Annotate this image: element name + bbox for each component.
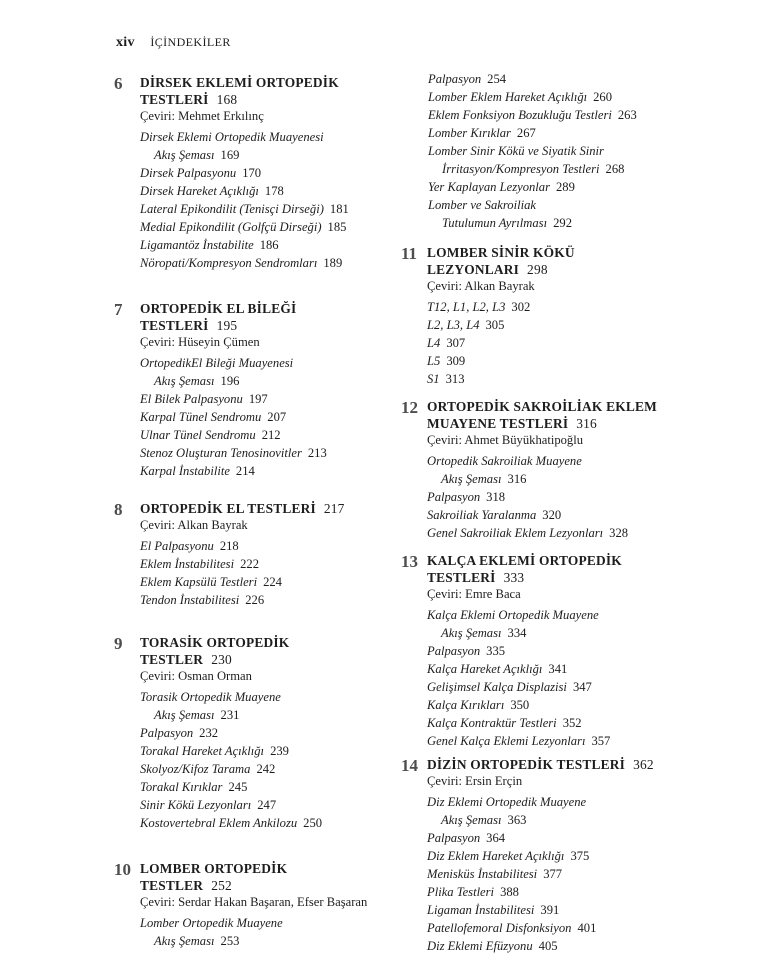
entry-title-continued bbox=[140, 932, 410, 950]
entry-title: Lomber Ortopedik Muayene bbox=[140, 916, 283, 930]
chapter-title bbox=[427, 756, 697, 773]
toc-entry bbox=[427, 298, 697, 316]
chapter-title-line2: TESTLER bbox=[140, 878, 204, 893]
entry-page: 267 bbox=[516, 126, 536, 140]
entry-page: 401 bbox=[577, 921, 597, 935]
toc-entry bbox=[427, 919, 697, 937]
entry-title-line2: Akış Şeması bbox=[154, 708, 215, 722]
chapter-title-line2: TESTLERİ bbox=[140, 92, 209, 107]
chapter-translator: Çeviri: Alkan Bayrak bbox=[427, 279, 535, 293]
entry-title: Ulnar Tünel Sendromu bbox=[140, 428, 256, 442]
entry-title: Diz Eklem Hareket Açıklığı bbox=[427, 849, 565, 863]
entry-title: Kalça Hareket Açıklığı bbox=[427, 662, 543, 676]
toc-entry bbox=[140, 354, 410, 390]
entry-title: Gelişimsel Kalça Displazisi bbox=[427, 680, 567, 694]
toc-entry bbox=[427, 642, 697, 660]
toc-entry bbox=[427, 524, 697, 542]
chapter-translator: Çeviri: Serdar Hakan Başaran, Efser Başaran bbox=[140, 895, 368, 909]
toc-entry bbox=[140, 796, 410, 814]
chapter-body bbox=[140, 860, 410, 950]
chapter-title-line1: LOMBER SİNİR KÖKÜ bbox=[427, 245, 575, 260]
entry-title: S1 bbox=[427, 372, 440, 386]
entry-title: Dirsek Eklemi Ortopedik Muayenesi bbox=[140, 130, 324, 144]
toc-entry bbox=[140, 254, 410, 272]
chapter-page: 316 bbox=[576, 416, 597, 431]
chapter-body bbox=[427, 756, 697, 955]
chapter-number: 10 bbox=[114, 860, 131, 879]
entry-page: 224 bbox=[263, 575, 282, 589]
entry-title: Lomber ve Sakroiliak bbox=[428, 198, 536, 212]
entry-title: Patellofemoral Disfonksiyon bbox=[427, 921, 572, 935]
entry-page: 309 bbox=[446, 354, 466, 368]
chapter-title-line2: TESTLERİ bbox=[140, 318, 209, 333]
toc-entry bbox=[427, 452, 697, 488]
chapter-translator: Çeviri: Hüseyin Çümen bbox=[140, 335, 260, 349]
toc-entry bbox=[427, 606, 697, 642]
entry-title: Lomber Sinir Kökü ve Siyatik Sinir bbox=[428, 144, 604, 158]
entry-title-line2: Akış Şeması bbox=[441, 813, 502, 827]
entry-title: Eklem İnstabilitesi bbox=[140, 557, 235, 571]
chapter-title-line1: ORTOPEDİK EL TESTLERİ bbox=[140, 501, 316, 516]
chapter-title-line2: TESTLER bbox=[140, 652, 204, 667]
entry-page: 292 bbox=[553, 216, 572, 230]
entry-page: 254 bbox=[487, 72, 507, 86]
entry-page: 375 bbox=[570, 849, 590, 863]
entry-title: Lomber Eklem Hareket Açıklığı bbox=[428, 90, 588, 104]
entry-page: 170 bbox=[242, 166, 262, 180]
chapter-body bbox=[140, 500, 410, 609]
entry-page: 364 bbox=[486, 831, 506, 845]
entry-title: Palpasyon bbox=[427, 490, 481, 504]
entry-title: Skolyoz/Kifoz Tarama bbox=[140, 762, 251, 776]
toc-entry bbox=[427, 883, 697, 901]
entry-page: 263 bbox=[617, 108, 637, 122]
toc-entry bbox=[140, 390, 410, 408]
toc-entry bbox=[428, 124, 698, 142]
chapter-title bbox=[140, 500, 410, 517]
entry-page: 313 bbox=[445, 372, 465, 386]
entry-title: Palpasyon bbox=[427, 831, 481, 845]
toc-entry bbox=[428, 178, 698, 196]
entry-title: Torakal Kırıklar bbox=[140, 780, 223, 794]
entry-page: 212 bbox=[261, 428, 281, 442]
entry-page: 289 bbox=[555, 180, 575, 194]
chapter-number: 11 bbox=[401, 244, 418, 263]
chapter-title-line1: LOMBER ORTOPEDİK bbox=[140, 861, 288, 876]
entry-page: 377 bbox=[543, 867, 563, 881]
entry-page: 245 bbox=[228, 780, 248, 794]
entry-page: 388 bbox=[500, 885, 519, 899]
toc-entry bbox=[427, 865, 697, 883]
entry-page: 239 bbox=[270, 744, 289, 758]
entry-title-continued bbox=[428, 214, 698, 232]
chapter-number: 9 bbox=[114, 634, 123, 653]
toc-entry bbox=[140, 591, 410, 609]
toc-entry bbox=[140, 724, 410, 742]
entry-title: Sinir Kökü Lezyonları bbox=[140, 798, 252, 812]
entry-title: Medial Epikondilit (Golfçü Dirseği) bbox=[140, 220, 322, 234]
entry-title-line2: Akış Şeması bbox=[154, 934, 215, 948]
chapter-page: 362 bbox=[633, 757, 654, 772]
toc-entry bbox=[428, 142, 698, 178]
entry-title: Sakroiliak Yaralanma bbox=[427, 508, 537, 522]
entry-title: L2, L3, L4 bbox=[427, 318, 480, 332]
entry-page: 307 bbox=[446, 336, 466, 350]
chapter-title-line1: DİZİN ORTOPEDİK TESTLERİ bbox=[427, 757, 626, 772]
entry-title: Kalça Eklemi Ortopedik Muayene bbox=[427, 608, 599, 622]
running-header bbox=[116, 34, 231, 51]
entry-title: OrtopedikEl Bileği Muayenesi bbox=[140, 356, 294, 370]
entry-title-line2: İrritasyon/Kompresyon Testleri bbox=[442, 162, 600, 176]
chapter-translator: Çeviri: Mehmet Erkılınç bbox=[140, 109, 264, 123]
entry-page: 305 bbox=[485, 318, 505, 332]
entry-title: El Palpasyonu bbox=[140, 539, 214, 553]
entry-page: 178 bbox=[264, 184, 284, 198]
entry-title: Ligamantöz İnstabilite bbox=[140, 238, 254, 252]
toc-entry bbox=[140, 426, 410, 444]
toc-entry bbox=[140, 760, 410, 778]
toc-entry bbox=[140, 914, 410, 950]
entry-title: L5 bbox=[427, 354, 441, 368]
chapter-body bbox=[140, 634, 410, 832]
entry-title: Ortopedik Sakroiliak Muayene bbox=[427, 454, 582, 468]
entry-title-line2: Akış Şeması bbox=[154, 148, 215, 162]
chapter-title-line1: KALÇA EKLEMİ ORTOPEDİK bbox=[427, 553, 622, 568]
entry-title: Tendon İnstabilitesi bbox=[140, 593, 240, 607]
entry-page: 186 bbox=[259, 238, 279, 252]
entry-page: 207 bbox=[267, 410, 287, 424]
entry-title: Nöropati/Kompresyon Sendromları bbox=[140, 256, 318, 270]
entry-page: 218 bbox=[219, 539, 239, 553]
toc-entry bbox=[427, 506, 697, 524]
entry-page: 318 bbox=[486, 490, 506, 504]
toc-entry bbox=[140, 537, 410, 555]
header-page-number: xiv bbox=[116, 35, 135, 50]
entry-title: Kalça Kontraktür Testleri bbox=[427, 716, 557, 730]
chapter-page: 230 bbox=[211, 652, 232, 667]
toc-entry bbox=[140, 555, 410, 573]
entry-title: Lateral Epikondilit (Tenisçi Dirseği) bbox=[140, 202, 324, 216]
toc-entry bbox=[140, 688, 410, 724]
chapter-title bbox=[427, 552, 697, 586]
toc-entry bbox=[427, 696, 697, 714]
entry-title-continued bbox=[140, 372, 410, 390]
toc-entry bbox=[427, 660, 697, 678]
entry-title: Dirsek Palpasyonu bbox=[140, 166, 237, 180]
toc-entry bbox=[428, 88, 698, 106]
entry-page: 189 bbox=[323, 256, 343, 270]
chapter-10-continuation bbox=[428, 70, 698, 232]
chapter-translator: Çeviri: Emre Baca bbox=[427, 587, 521, 601]
chapter-title-line1: ORTOPEDİK SAKROİLİAK EKLEM bbox=[427, 399, 657, 414]
entry-title-line2: Akış Şeması bbox=[154, 374, 215, 388]
entry-title-continued bbox=[427, 624, 697, 642]
toc-entry bbox=[427, 714, 697, 732]
entry-title: Torasik Ortopedik Muayene bbox=[140, 690, 281, 704]
entry-title-continued bbox=[140, 706, 410, 724]
toc-entry bbox=[140, 462, 410, 480]
chapter-title bbox=[140, 634, 410, 668]
toc-entry bbox=[140, 573, 410, 591]
chapter-number: 6 bbox=[114, 74, 123, 93]
chapter-number: 8 bbox=[114, 500, 123, 519]
entry-page: 181 bbox=[329, 202, 349, 216]
entry-title: Diz Eklemi Efüzyonu bbox=[427, 939, 533, 953]
entry-page: 253 bbox=[220, 934, 240, 948]
entry-title: Dirsek Hareket Açıklığı bbox=[140, 184, 259, 198]
chapter-number: 14 bbox=[401, 756, 418, 775]
entry-title: Palpasyon bbox=[140, 726, 194, 740]
toc-entry bbox=[140, 164, 410, 182]
toc-entry bbox=[140, 128, 410, 164]
chapter-page: 333 bbox=[503, 570, 525, 585]
entry-page: 196 bbox=[220, 374, 240, 388]
entry-page: 316 bbox=[507, 472, 527, 486]
entry-page: 268 bbox=[605, 162, 625, 176]
toc-entry bbox=[427, 316, 697, 334]
entry-page: 226 bbox=[245, 593, 265, 607]
entry-title-line2: Akış Şeması bbox=[441, 626, 502, 640]
chapter-title-line1: ORTOPEDİK EL BİLEĞİ bbox=[140, 301, 297, 316]
entry-page: 363 bbox=[507, 813, 527, 827]
entry-title: L4 bbox=[427, 336, 441, 350]
chapter-number: 12 bbox=[401, 398, 418, 417]
entry-page: 352 bbox=[562, 716, 582, 730]
toc-entry bbox=[140, 814, 410, 832]
entry-page: 341 bbox=[548, 662, 568, 676]
chapter-page: 217 bbox=[323, 501, 345, 516]
entry-title: Plika Testleri bbox=[427, 885, 495, 899]
entry-page: 391 bbox=[540, 903, 560, 917]
entry-page: 250 bbox=[303, 816, 323, 830]
entry-page: 334 bbox=[507, 626, 527, 640]
entry-page: 328 bbox=[609, 526, 629, 540]
chapter-body bbox=[427, 244, 697, 388]
entry-title: Eklem Fonksiyon Bozukluğu Testleri bbox=[428, 108, 612, 122]
chapter-body bbox=[427, 552, 697, 750]
toc-entry bbox=[427, 352, 697, 370]
toc-entry bbox=[428, 106, 698, 124]
entry-title: Karpal İnstabilite bbox=[140, 464, 230, 478]
chapter-title-line2: TESTLERİ bbox=[427, 570, 496, 585]
entry-page: 185 bbox=[327, 220, 347, 234]
entry-page: 169 bbox=[220, 148, 240, 162]
entry-title: Genel Kalça Eklemi Lezyonları bbox=[427, 734, 586, 748]
entry-title: T12, L1, L2, L3 bbox=[427, 300, 506, 314]
toc-entry bbox=[427, 678, 697, 696]
chapter-title bbox=[140, 860, 410, 894]
entry-title: El Bilek Palpasyonu bbox=[140, 392, 243, 406]
entry-title: Diz Eklemi Ortopedik Muayene bbox=[427, 795, 587, 809]
entry-title: Karpal Tünel Sendromu bbox=[140, 410, 262, 424]
chapter-translator: Çeviri: Ersin Erçin bbox=[427, 774, 523, 788]
chapter-title bbox=[140, 300, 410, 334]
entry-title: Palpasyon bbox=[428, 72, 482, 86]
entry-title-continued bbox=[427, 470, 697, 488]
toc-entry bbox=[427, 901, 697, 919]
entry-title: Palpasyon bbox=[427, 644, 481, 658]
toc-entry bbox=[427, 732, 697, 750]
entry-page: 232 bbox=[199, 726, 219, 740]
toc-entry bbox=[140, 182, 410, 200]
entry-page: 222 bbox=[240, 557, 259, 571]
entry-title-continued bbox=[428, 160, 698, 178]
entry-page: 405 bbox=[538, 939, 558, 953]
entry-title: Lomber Kırıklar bbox=[428, 126, 511, 140]
entry-title: Stenoz Oluşturan Tenosinovitler bbox=[140, 446, 302, 460]
entry-page: 335 bbox=[486, 644, 506, 658]
chapter-translator: Çeviri: Alkan Bayrak bbox=[140, 518, 248, 532]
entry-title: Kostovertebral Eklem Ankilozu bbox=[140, 816, 298, 830]
entry-title: Kalça Kırıkları bbox=[427, 698, 505, 712]
toc-entry bbox=[428, 70, 698, 88]
chapter-title-line1: TORASİK ORTOPEDİK bbox=[140, 635, 290, 650]
chapter-translator: Çeviri: Ahmet Büyükhatipoğlu bbox=[427, 433, 584, 447]
entry-page: 242 bbox=[256, 762, 276, 776]
toc-entry bbox=[140, 218, 410, 236]
toc-entry bbox=[427, 793, 697, 829]
entry-page: 247 bbox=[257, 798, 277, 812]
toc-entry bbox=[427, 937, 697, 955]
entry-title-line2: Tutulumun Ayrılması bbox=[442, 216, 548, 230]
chapter-page: 252 bbox=[211, 878, 232, 893]
chapter-title-line1: DİRSEK EKLEMİ ORTOPEDİK bbox=[140, 75, 339, 90]
chapter-translator: Çeviri: Osman Orman bbox=[140, 669, 252, 683]
entry-page: 347 bbox=[572, 680, 592, 694]
toc-entry bbox=[140, 742, 410, 760]
toc-entry bbox=[427, 847, 697, 865]
chapter-page: 195 bbox=[216, 318, 238, 333]
entry-page: 260 bbox=[593, 90, 613, 104]
toc-entry bbox=[427, 488, 697, 506]
chapter-body bbox=[140, 300, 410, 480]
chapter-title-line2: MUAYENE TESTLERİ bbox=[427, 416, 569, 431]
entry-page: 231 bbox=[220, 708, 240, 722]
entry-title: Yer Kaplayan Lezyonlar bbox=[428, 180, 550, 194]
chapter-title bbox=[427, 244, 697, 278]
entry-title-continued bbox=[427, 811, 697, 829]
chapter-page: 168 bbox=[216, 92, 238, 107]
entry-page: 214 bbox=[235, 464, 255, 478]
toc-entry bbox=[140, 236, 410, 254]
chapter-title-line2: LEZYONLARI bbox=[427, 262, 520, 277]
entry-title: Menisküs İnstabilitesi bbox=[427, 867, 538, 881]
entry-page: 320 bbox=[542, 508, 562, 522]
toc-entry bbox=[140, 200, 410, 218]
entry-title: Genel Sakroiliak Eklem Lezyonları bbox=[427, 526, 604, 540]
chapter-title bbox=[140, 74, 410, 108]
chapter-body bbox=[427, 398, 697, 542]
toc-entry bbox=[427, 334, 697, 352]
toc-entry bbox=[140, 408, 410, 426]
header-title: İÇİNDEKİLER bbox=[150, 35, 231, 49]
entry-page: 357 bbox=[591, 734, 611, 748]
entry-page: 197 bbox=[248, 392, 268, 406]
entry-title-line2: Akış Şeması bbox=[441, 472, 502, 486]
chapter-number: 13 bbox=[401, 552, 418, 571]
toc-entry bbox=[140, 444, 410, 462]
chapter-title bbox=[427, 398, 697, 432]
chapter-page: 298 bbox=[527, 262, 548, 277]
entry-title: Ligaman İnstabilitesi bbox=[427, 903, 535, 917]
entry-page: 213 bbox=[307, 446, 327, 460]
entry-title: Eklem Kapsülü Testleri bbox=[140, 575, 258, 589]
chapter-body bbox=[140, 74, 410, 272]
toc-entry bbox=[428, 196, 698, 232]
toc-entry bbox=[140, 778, 410, 796]
entry-page: 350 bbox=[510, 698, 530, 712]
toc-entry bbox=[427, 829, 697, 847]
entry-title: Torakal Hareket Açıklığı bbox=[140, 744, 265, 758]
entry-title-continued bbox=[140, 146, 410, 164]
entry-page: 302 bbox=[511, 300, 531, 314]
toc-entry bbox=[427, 370, 697, 388]
chapter-number: 7 bbox=[114, 300, 123, 319]
